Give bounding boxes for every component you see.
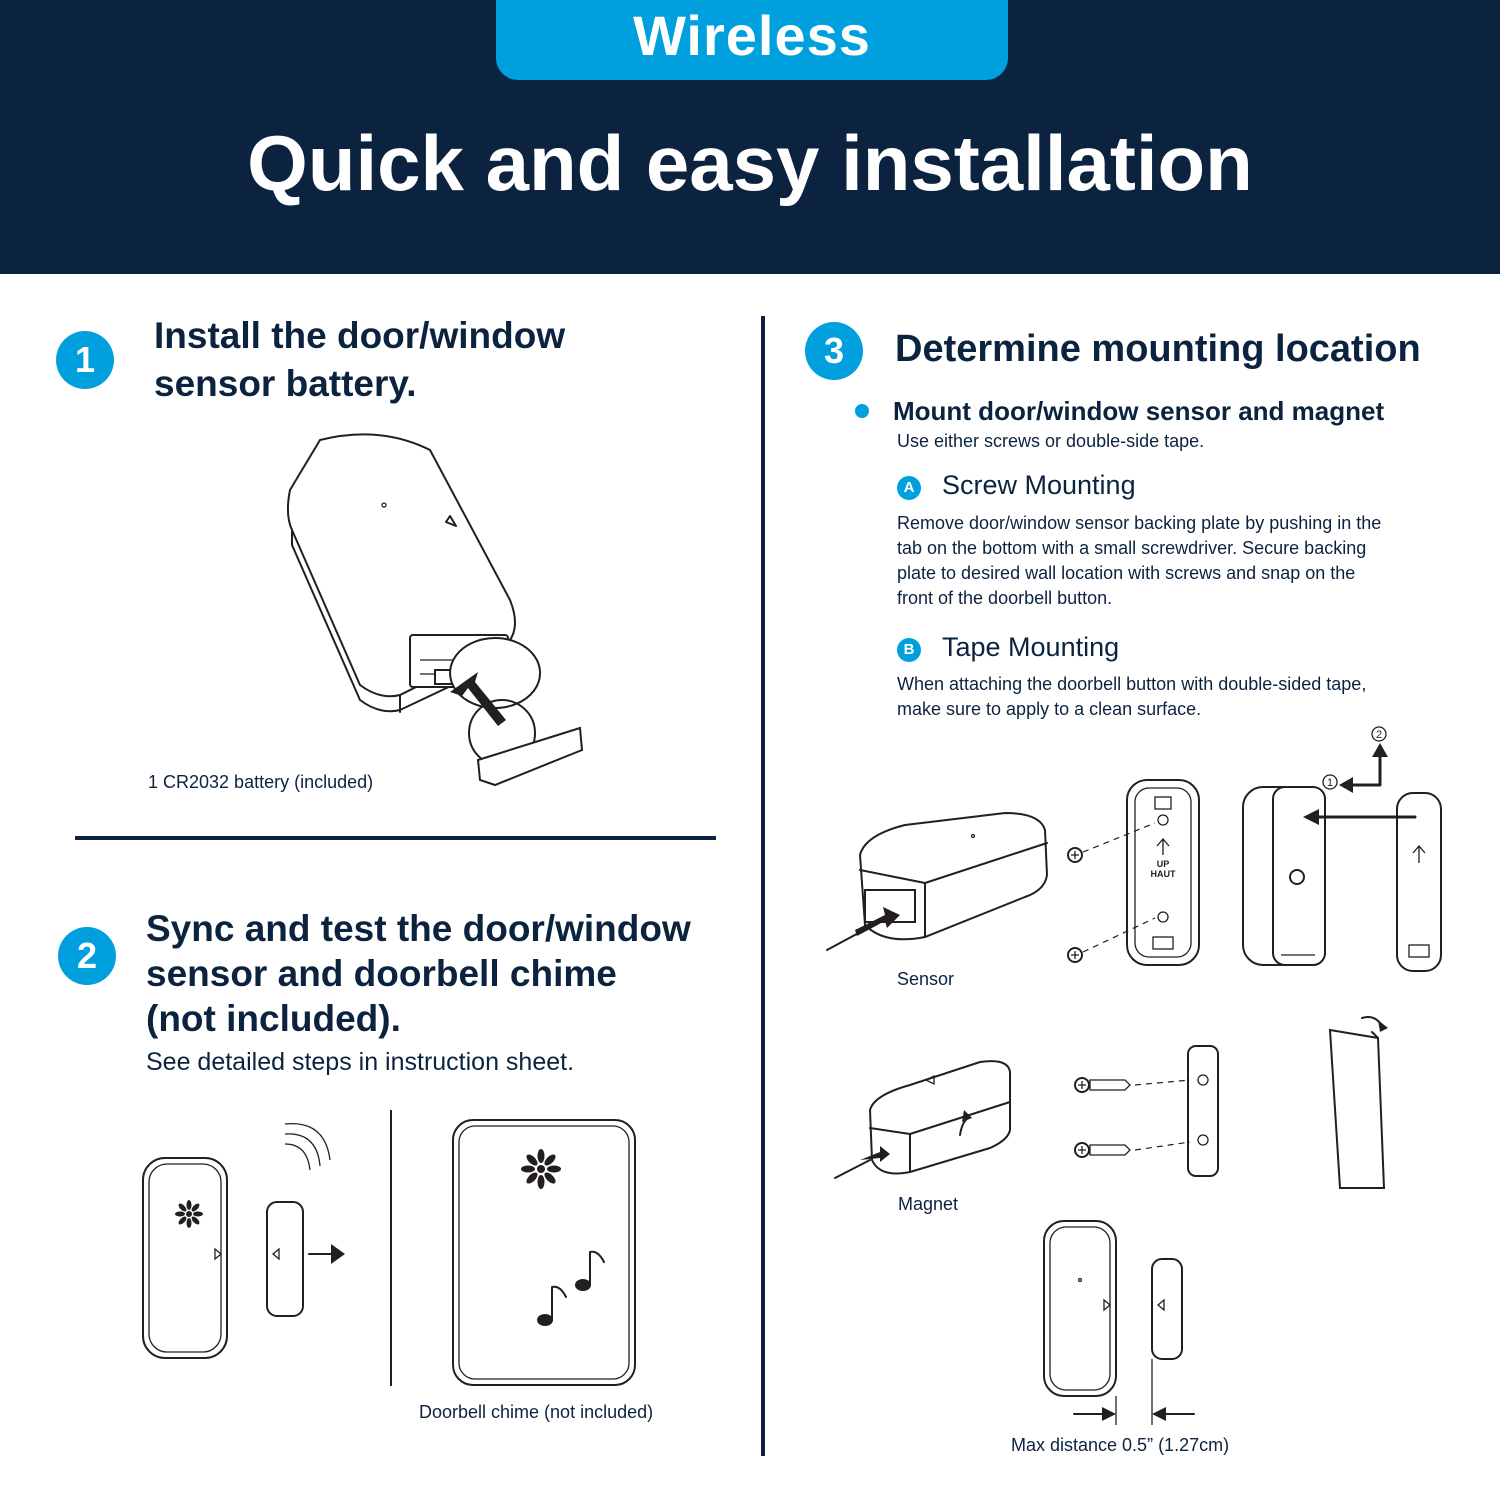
tape-letter: B bbox=[897, 638, 921, 662]
step-1-number: 1 bbox=[56, 331, 114, 389]
chime-caption: Doorbell chime (not included) bbox=[419, 1402, 654, 1422]
doorbell-chime-illustration bbox=[448, 1115, 648, 1390]
screw-title: Screw Mounting bbox=[942, 470, 1136, 500]
max-distance-illustration bbox=[1030, 1215, 1210, 1430]
horizontal-divider bbox=[75, 836, 716, 840]
step-1-heading bbox=[154, 312, 714, 408]
step-3-heading: Determine mounting location bbox=[895, 328, 1421, 370]
screw-text-line4: front of the doorbell button. bbox=[897, 588, 1113, 608]
magnet-caption: Magnet bbox=[898, 1194, 959, 1214]
step-3-number: 3 bbox=[805, 322, 863, 380]
step-2-heading-line3: (not included). bbox=[146, 998, 401, 1039]
vertical-divider bbox=[761, 316, 765, 1456]
step-2-heading-line1: Sync and test the door/window bbox=[146, 908, 691, 949]
callout-2: 2 bbox=[1375, 729, 1383, 741]
tape-text-line2: make sure to apply to a clean surface. bbox=[897, 699, 1202, 719]
bullet-title: Mount door/window sensor and magnet bbox=[893, 396, 1385, 426]
plate-label-haut: HAUT bbox=[1150, 869, 1176, 879]
sensor-screw-mount-illustration bbox=[825, 725, 1465, 975]
step-2-number: 2 bbox=[58, 927, 116, 985]
step-2-heading bbox=[146, 906, 756, 1041]
distance-caption: Max distance 0.5” (1.27cm) bbox=[1011, 1435, 1230, 1455]
step-2-subtext: See detailed steps in instruction sheet. bbox=[146, 1048, 575, 1076]
magnet-mount-illustration bbox=[830, 1010, 1400, 1200]
battery-caption: 1 CR2032 battery (included) bbox=[148, 772, 374, 792]
tape-text-line1: When attaching the doorbell button with double-sided tape, bbox=[897, 674, 1367, 694]
screw-text bbox=[897, 511, 1477, 611]
tape-text bbox=[897, 672, 1477, 722]
bullet-dot bbox=[855, 404, 869, 418]
tape-title: Tape Mounting bbox=[942, 632, 1120, 662]
screw-letter: A bbox=[897, 476, 921, 500]
step-2-heading-line2: sensor and doorbell chime bbox=[146, 953, 617, 994]
screw-text-line1: Remove door/window sensor backing plate by pushing in the bbox=[897, 513, 1382, 533]
wireless-badge: Wireless bbox=[496, 0, 1008, 80]
callout-1: 1 bbox=[1326, 777, 1334, 789]
sensor-sync-illustration bbox=[135, 1110, 365, 1370]
page-title: Quick and easy installation bbox=[247, 119, 1253, 207]
bullet-text: Use either screws or double-side tape. bbox=[897, 431, 1205, 451]
music-notes-icon bbox=[537, 1252, 604, 1326]
sensor-caption: Sensor bbox=[897, 969, 955, 989]
plate-label-up: UP bbox=[1156, 859, 1170, 869]
screw-text-line2: tab on the bottom with a small screwdriver. Secure backing bbox=[897, 538, 1367, 558]
step-1-heading-line1: Install the door/window bbox=[154, 315, 566, 356]
step-2-inner-divider bbox=[390, 1110, 392, 1386]
battery-install-illustration bbox=[280, 430, 600, 800]
screw-text-line3: plate to desired wall location with screws and snap on the bbox=[897, 563, 1356, 583]
step-1-heading-line2: sensor battery. bbox=[154, 363, 417, 404]
